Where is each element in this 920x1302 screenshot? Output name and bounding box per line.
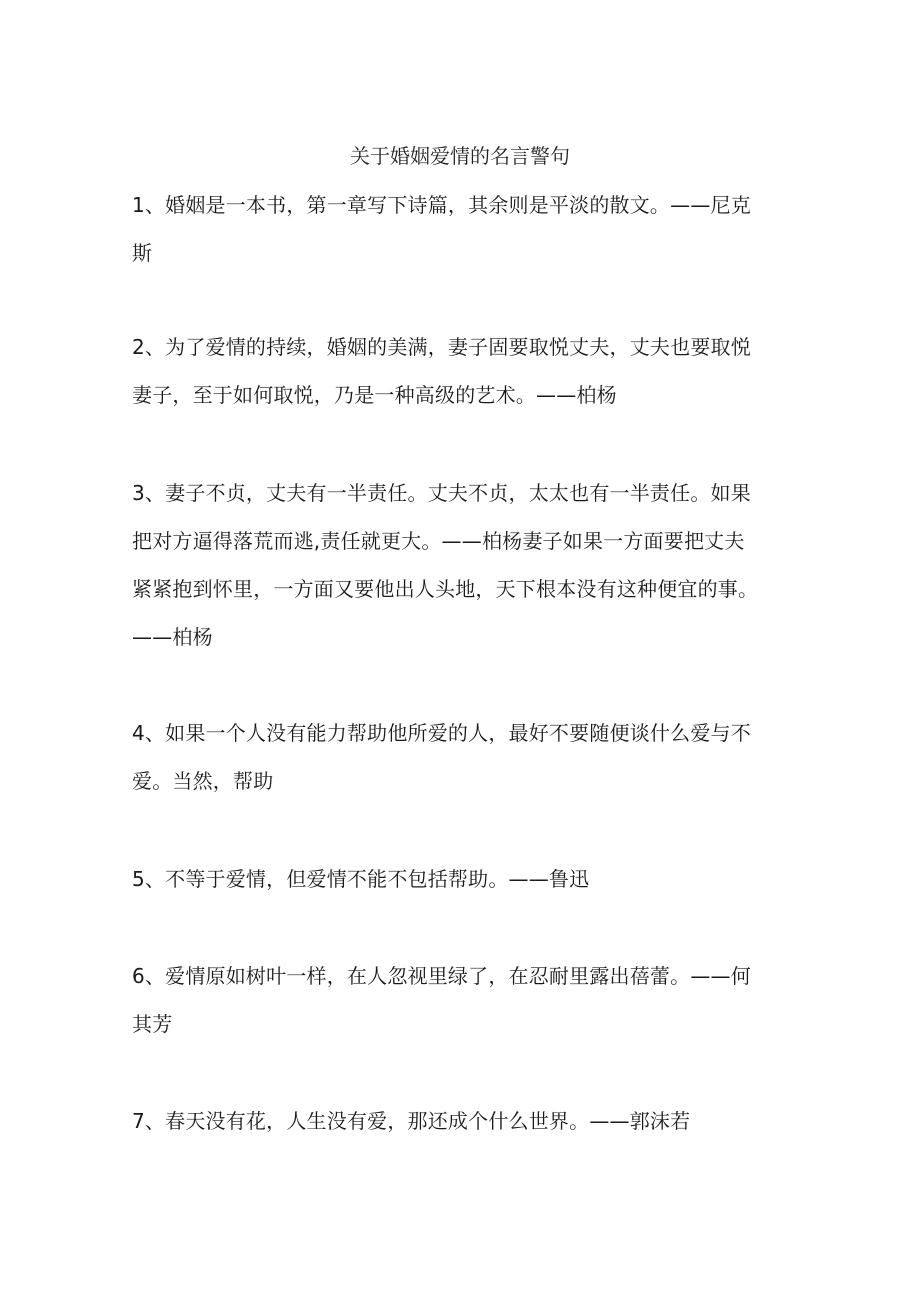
quote-paragraph-3 <box>132 469 812 661</box>
quote-line: 7、春天没有花，人生没有爱，那还成个什么世界。——郭沫若 <box>132 1109 691 1133</box>
quote-paragraph-7 <box>132 1097 812 1145</box>
quote-paragraph-6 <box>132 952 812 1048</box>
quote-line: ——柏杨 <box>132 625 213 649</box>
quote-line: 把对方逼得落荒而逃,责任就更大。——柏杨妻子如果一方面要把丈夫 <box>132 529 745 553</box>
quote-line: 4、如果一个人没有能力帮助他所爱的人，最好不要随便谈什么爱与不 <box>132 721 751 745</box>
quote-line: 6、爱情原如树叶一样，在人忽视里绿了，在忍耐里露出蓓蕾。——何 <box>132 964 751 988</box>
quote-paragraph-1 <box>132 181 812 277</box>
quote-paragraph-5 <box>132 855 812 903</box>
page-title: 关于婚姻爱情的名言警句 <box>350 144 570 168</box>
quote-line: 妻子，至于如何取悦，乃是一种高级的艺术。——柏杨 <box>132 383 617 407</box>
quote-line: 其芳 <box>132 1012 173 1036</box>
quote-line: 斯 <box>132 241 153 265</box>
quote-line: 1、婚姻是一本书，第一章写下诗篇，其余则是平淡的散文。——尼克 <box>132 193 751 217</box>
quote-line: 3、妻子不贞，丈夫有一半责任。丈夫不贞，太太也有一半责任。如果 <box>132 481 751 505</box>
quote-paragraph-2 <box>132 323 812 419</box>
quote-line: 2、为了爱情的持续，婚姻的美满，妻子固要取悦丈夫，丈夫也要取悦 <box>132 335 751 359</box>
quote-line: 紧紧抱到怀里，一方面又要他出人头地，天下根本没有这种便宜的事。 <box>132 577 759 601</box>
quote-paragraph-4 <box>132 709 812 805</box>
quote-line: 爱。当然，帮助 <box>132 769 274 793</box>
quote-line: 5、不等于爱情，但爱情不能不包括帮助。——鲁迅 <box>132 867 590 891</box>
